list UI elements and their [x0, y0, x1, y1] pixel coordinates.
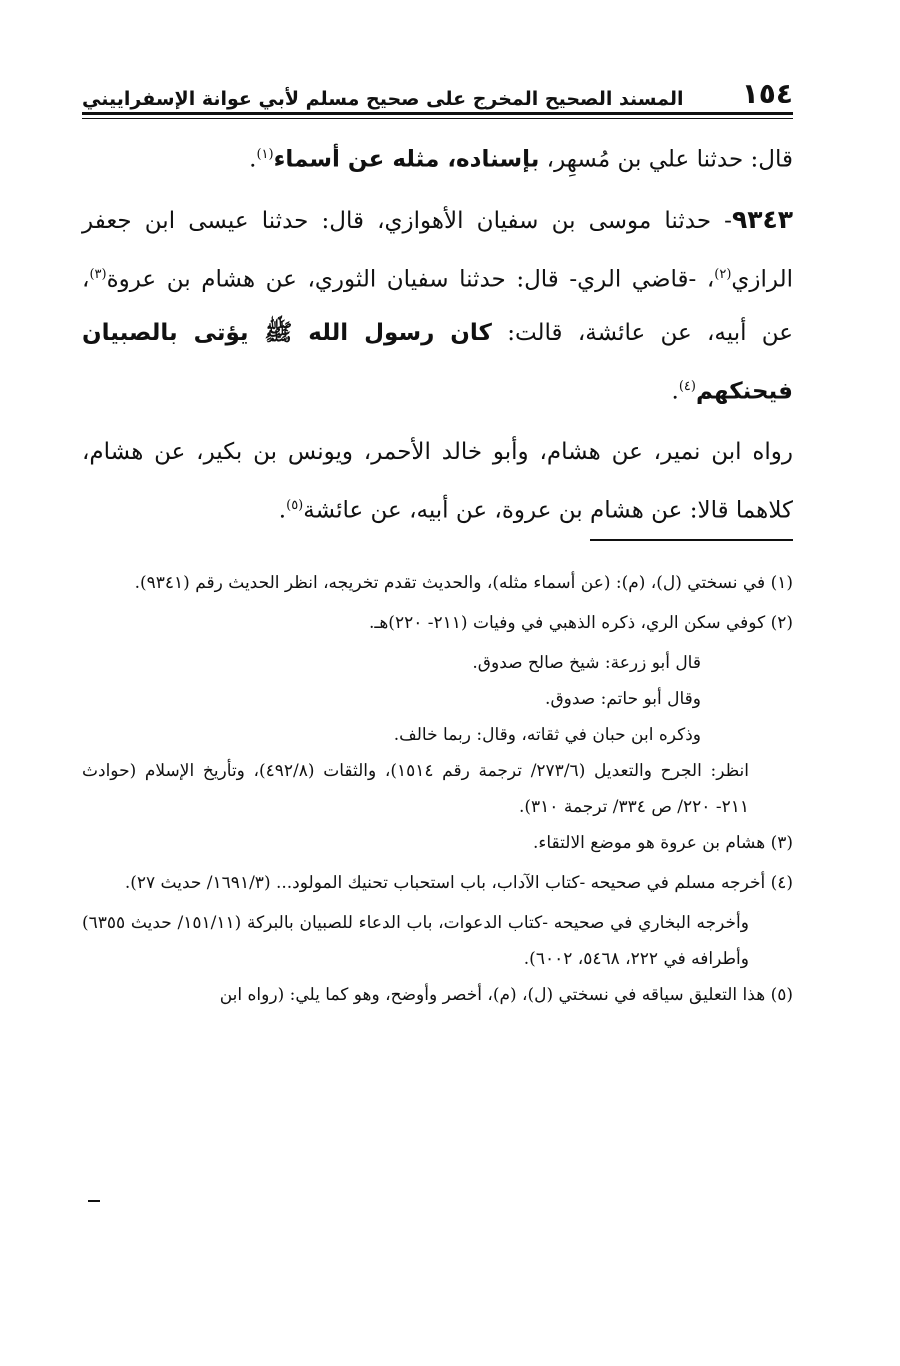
hadith-paragraph [82, 193, 793, 419]
footnote-1: (١) في نسختي (ل)، (م): (عن أسماء مثله)، والحديث تقدم تخريجه، انظر الحديث رقم (٩٣٤١). [134, 573, 793, 593]
paragraph-1-end: . [249, 146, 257, 173]
header-rule-thin [82, 118, 793, 119]
hadith-text-3: ، عن أبيه، عن عائشة، قالت: [82, 266, 793, 347]
hadith-number: ٩٣٤٣ [731, 204, 793, 234]
paragraph-3-text: رواه ابن نمير، عن هشام، وأبو خالد الأحمر، ويونس بن بكير، عن هشام، كلاهما قالا: عن هشام بن عروة، عن أبيه، عن عائشة [82, 438, 793, 524]
footnote-3: (٣) هشام بن عروة هو موضع الالتقاء. [532, 833, 793, 853]
running-title: المسند الصحيح المخرج على صحيح مسلم لأبي عوانة الإسفراييني [82, 88, 684, 110]
hadith-text-1: - حدثنا موسى بن سفيان الأهوازي، قال: حدثنا عيسى ابن جعفر الرازي [82, 207, 793, 293]
footnotes [82, 565, 793, 1017]
hadith-matn: كان رسول الله ﷺ يؤتى بالصبيان فيحنكهم [82, 320, 793, 405]
footnote-2-line-b: وقال أبو حاتم: صدوق. [545, 689, 701, 709]
footnote-ref-1: (١) [256, 147, 274, 162]
footnote-ref-4: (٤) [678, 379, 696, 395]
paragraph-1-text: قال: حدثنا علي بن مُسهِر، [539, 146, 793, 173]
footnote-2-line-a: قال أبو زرعة: شيخ صالح صدوق. [472, 653, 701, 673]
paragraph-1 [82, 128, 793, 187]
footnote-2-line-c: وذكره ابن حبان في ثقاته، وقال: ربما خالف. [393, 725, 701, 745]
footnote-4-line-b: وأخرجه البخاري في صحيحه -كتاب الدعوات، باب الدعاء للصبيان بالبركة (١٥١/١١/ حديث ٦٣٥٥) وأطرافه في ٢٢٢، ٥٤٦٨، ٦٠٠٢). [82, 913, 749, 969]
paragraph-3-end: . [278, 497, 287, 524]
footnote-5: (٥) هذا التعليق سياقه في نسختي (ل)، (م)، أخصر وأوضح، وهو كما يلي: (رواه ابن [219, 985, 793, 1005]
footnote-ref-3: (٣) [89, 266, 107, 282]
continuation-dash [88, 1200, 100, 1202]
footnote-ref-2: (٢) [714, 266, 732, 282]
page-header [82, 72, 793, 110]
footnote-4: (٤) أخرجه مسلم في صحيحه -كتاب الآداب، باب استحباب تحنيك المولود... (١٦٩١/٣/ حديث ٢٧). [124, 873, 793, 893]
hadith-text-2: ، -قاضي الري- قال: حدثنا سفيان الثوري، عن هشام بن عروة [106, 266, 715, 293]
paragraph-3 [82, 425, 793, 538]
main-text [82, 128, 793, 538]
page-number: ١٥٤ [741, 77, 793, 110]
paragraph-1-bold: بإسناده، مثله عن أسماء [273, 146, 540, 173]
footnote-ref-5: (٥) [286, 497, 304, 513]
hadith-end: . [671, 378, 679, 405]
footnote-2: (٢) كوفي سكن الري، ذكره الذهبي في وفيات (٢١١- ٢٢٠)هـ. [368, 613, 793, 633]
footnote-separator [590, 539, 793, 541]
header-rule-thick [82, 112, 793, 115]
footnote-2-line-d: انظر: الجرح والتعديل (٢٧٣/٦/ ترجمة رقم ١٥١٤)، والثقات (٤٩٢/٨)، وتأريخ الإسلام (حوادث ٢١١- ٢٢٠/ ص ٣٣٤/ ترجمة ٣١٠). [82, 761, 749, 817]
